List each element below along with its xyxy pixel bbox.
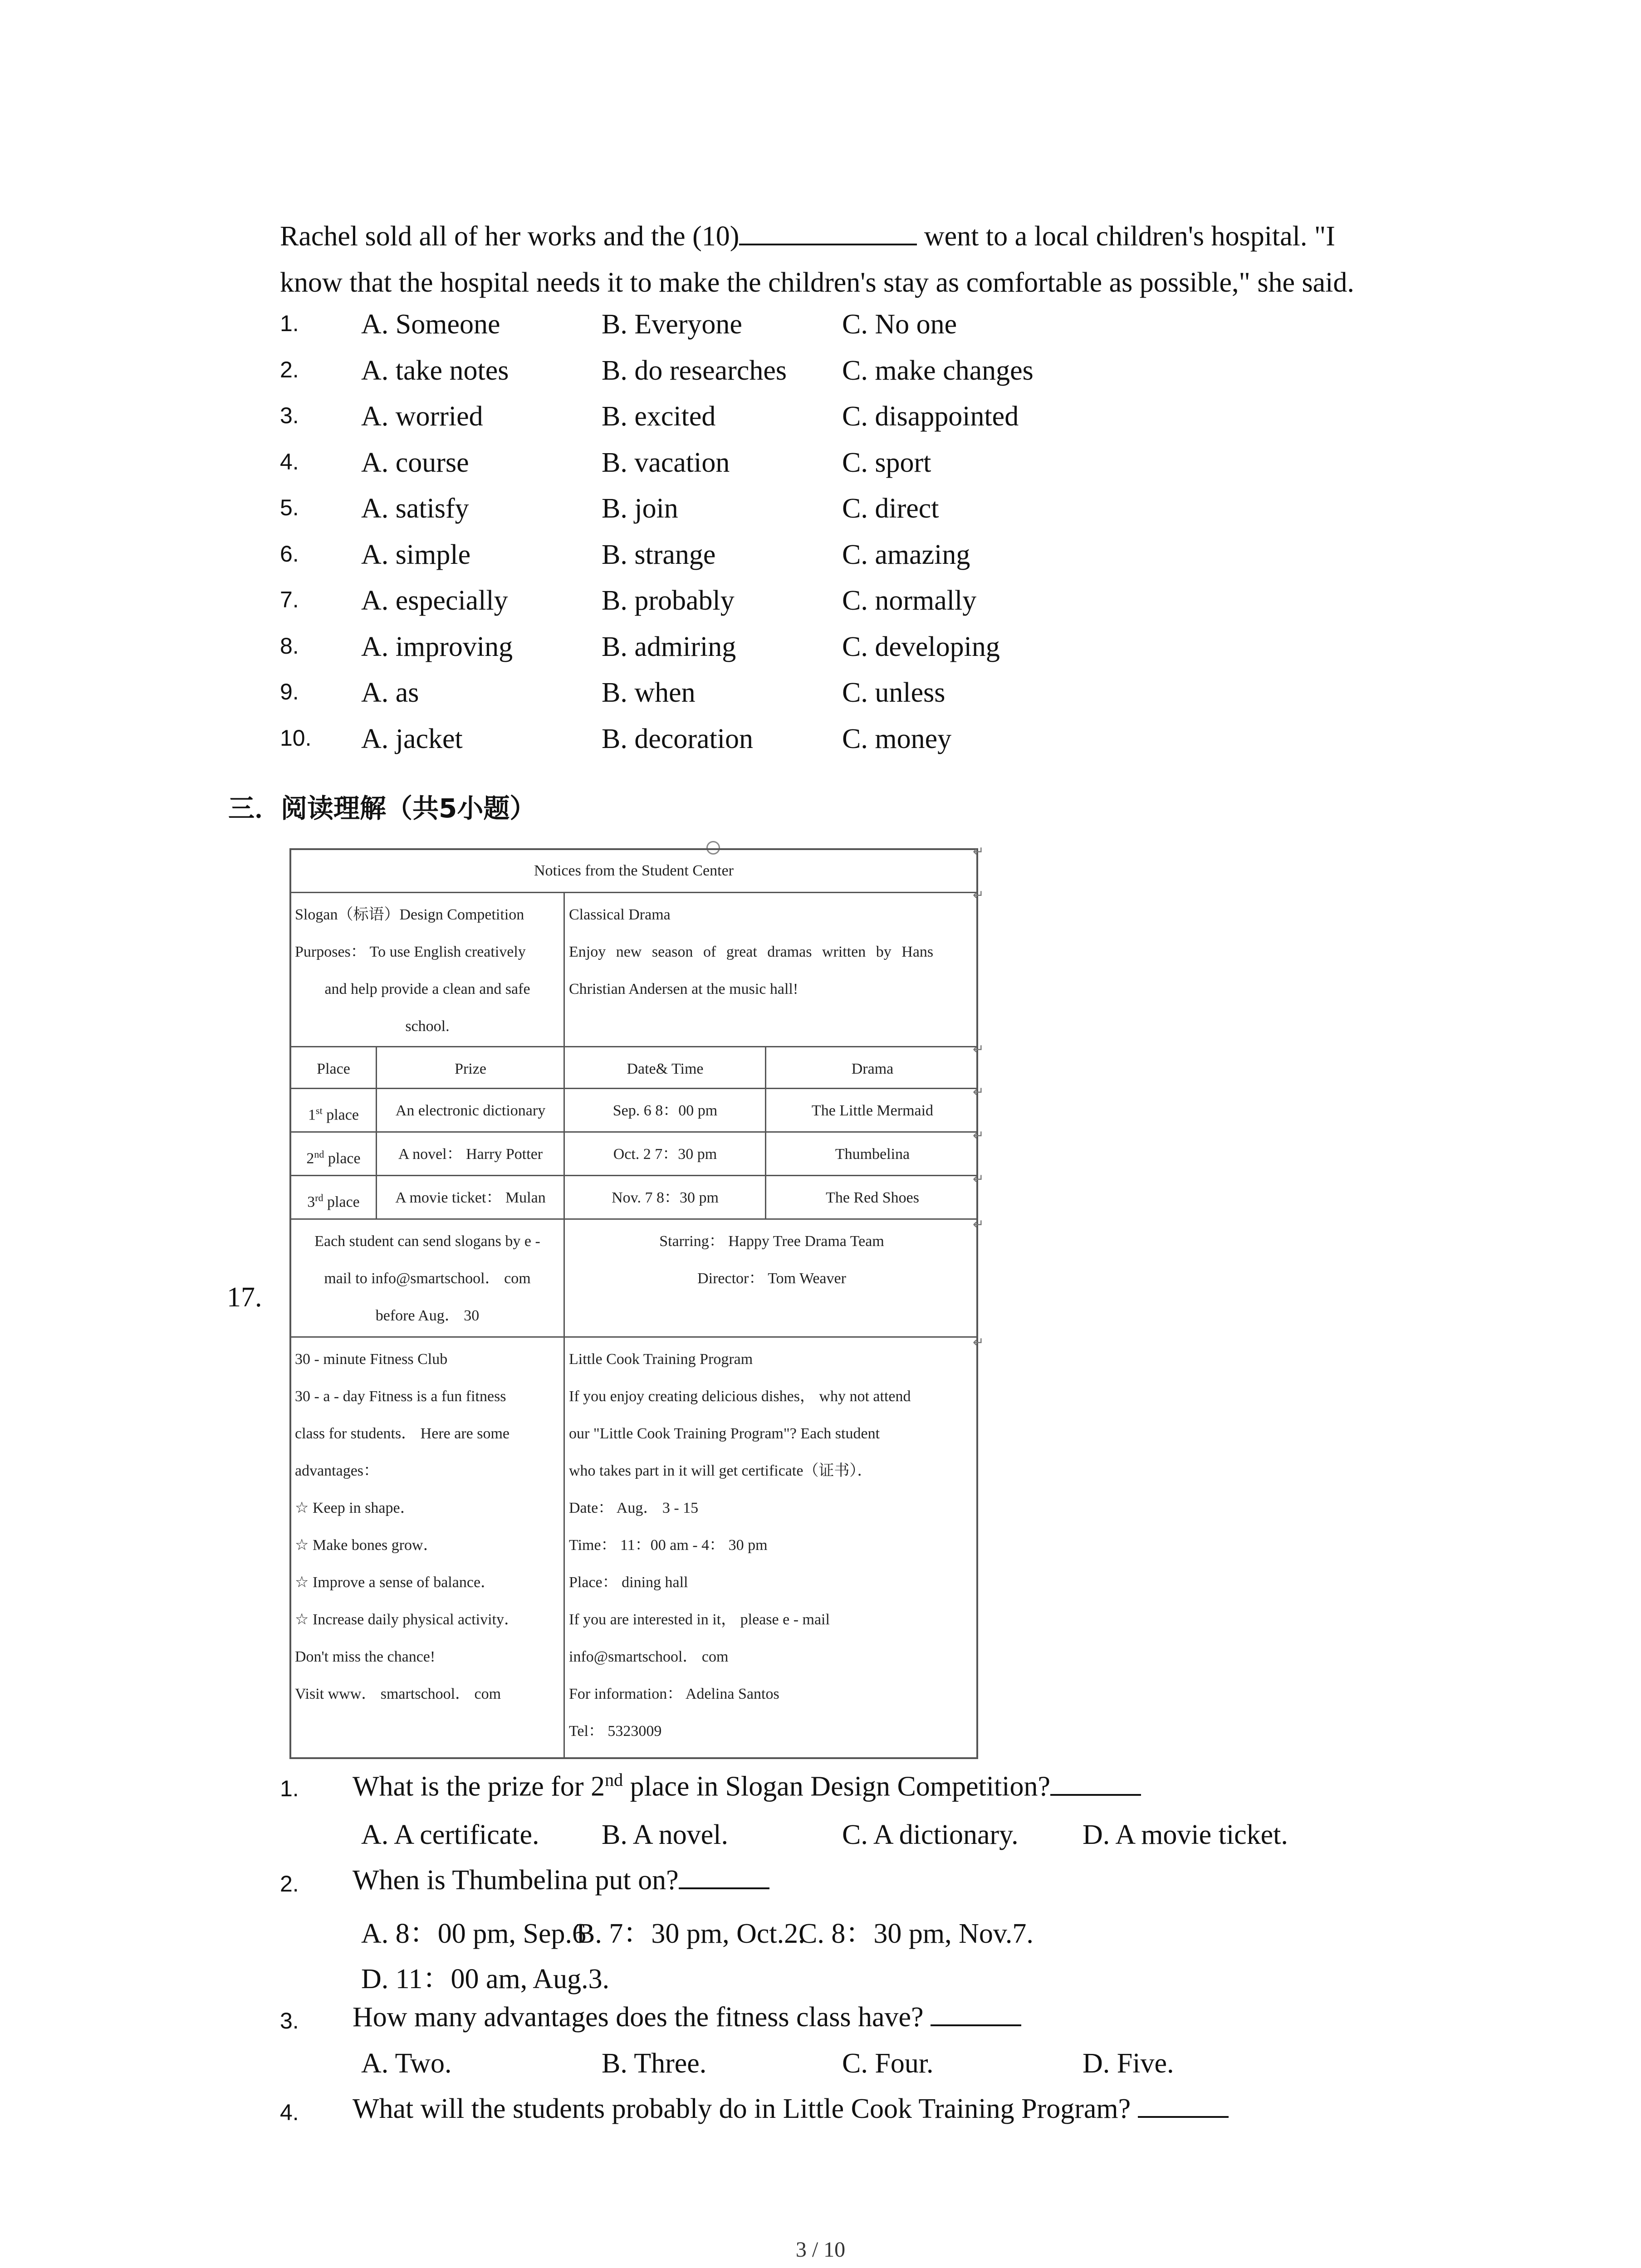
option-b[interactable]: B. probably	[602, 585, 735, 616]
option-a[interactable]: A. 8：00 pm, Sep.6	[361, 1918, 587, 1949]
option-c[interactable]: C. sport	[842, 447, 931, 478]
question-2-options-line2	[0, 1956, 1641, 2002]
drama-cell: The Red Shoes	[826, 1189, 919, 1206]
fitness-club-cell	[291, 1338, 563, 1759]
option-a[interactable]: A. worried	[361, 401, 483, 432]
slogan-title: Slogan（标语）Design Competition	[295, 906, 524, 923]
notice-table-image	[289, 848, 978, 1759]
cook-line: For information： Adelina Santos	[569, 1686, 779, 1702]
option-b[interactable]: B. strange	[602, 539, 716, 570]
option-a[interactable]: A. especially	[361, 585, 508, 616]
option-c[interactable]: C. A dictionary.	[842, 1819, 1019, 1850]
cook-line: our "Little Cook Training Program"? Each student	[569, 1425, 880, 1442]
question-number: 1.	[280, 1776, 299, 1801]
option-b[interactable]: B. vacation	[602, 447, 730, 478]
passage-text: went to a local children's hospital. "I	[917, 221, 1335, 252]
page-number: 3 / 10	[795, 2238, 846, 2262]
question-number: 6.	[280, 541, 299, 567]
datetime-cell: Oct. 2 7：30 pm	[613, 1146, 717, 1163]
option-a[interactable]: A. jacket	[361, 723, 463, 754]
option-b[interactable]: B. Everyone	[602, 309, 742, 340]
fitness-line: ☆ Increase daily physical activity．	[295, 1611, 519, 1628]
place-cell: 1st place	[308, 1105, 359, 1124]
cloze-option-row	[0, 677, 1641, 723]
question-number: 1.	[280, 311, 299, 336]
slogan-purpose: Purposes： To use English creatively	[295, 943, 526, 960]
cloze-option-row	[0, 539, 1641, 585]
option-b[interactable]: B. admiring	[602, 631, 736, 662]
question-number: 7.	[280, 587, 299, 612]
question-text: What will the students probably do in Little Cook Training Program?	[353, 2093, 1229, 2125]
fitness-line: 30 - a - day Fitness is a fun fitness	[295, 1388, 506, 1405]
fitness-line: ☆ Improve a sense of balance．	[295, 1574, 496, 1591]
header-place: Place	[317, 1061, 350, 1077]
cook-line: Tel： 5323009	[569, 1723, 662, 1740]
cook-line: If you are interested in it， please e - mail	[569, 1611, 830, 1628]
question-number: 5.	[280, 495, 299, 520]
datetime-cell: Nov. 7 8：30 pm	[612, 1189, 719, 1206]
question-text: How many advantages does the fitness class have?	[353, 2001, 1021, 2033]
datetime-cell: Sep. 6 8：00 pm	[612, 1102, 718, 1119]
passage-line-2: know that the hospital needs it to make the children's stay as comfortable as possible," she said.	[280, 267, 1354, 298]
fitness-line: ☆ Keep in shape．	[295, 1500, 416, 1516]
option-c[interactable]: C. disappointed	[842, 401, 1019, 432]
question-2-options	[0, 1911, 1641, 1957]
slogan-purpose: school.	[405, 1018, 450, 1035]
slogan-competition-cell	[291, 894, 563, 1046]
fitness-line: Visit www． smartschool． com	[295, 1686, 501, 1702]
cook-line: Time： 11：00 am - 4： 30 pm	[569, 1537, 768, 1554]
option-d[interactable]: D. 11：00 am, Aug.3.	[361, 1964, 610, 1994]
question-number: 8.	[280, 633, 299, 659]
fitness-line: 30 - minute Fitness Club	[295, 1351, 448, 1368]
fitness-line: class for students． Here are some	[295, 1425, 510, 1442]
drama-desc: Christian Andersen at the music hall!	[569, 981, 798, 997]
option-b[interactable]: B. join	[602, 493, 678, 524]
cook-line: who takes part in it will get certificate（证书）．	[569, 1462, 873, 1479]
option-c[interactable]: C. normally	[842, 585, 977, 616]
question-number: 4.	[280, 449, 299, 474]
question-number: 3.	[280, 2008, 299, 2033]
slogan-send: Each student can send slogans by e -	[314, 1233, 540, 1250]
question-number: 10.	[280, 725, 312, 751]
option-c[interactable]: C. No one	[842, 309, 957, 340]
option-b[interactable]: B. when	[602, 677, 696, 708]
section-title: 三．阅读理解（共5小题）	[228, 793, 536, 824]
option-c[interactable]: C. money	[842, 723, 952, 754]
cloze-option-row	[0, 493, 1641, 539]
option-c[interactable]: C. Four.	[842, 2048, 934, 2079]
place-cell: 3rd place	[307, 1192, 360, 1211]
question-number: 17.	[227, 1282, 262, 1313]
prize-cell: An electronic dictionary	[395, 1102, 546, 1119]
question-number: 3.	[280, 403, 299, 428]
option-b[interactable]: B. 7：30 pm, Oct.2.	[576, 1918, 805, 1949]
question-number: 2.	[280, 357, 299, 382]
option-c[interactable]: C. amazing	[842, 539, 970, 570]
option-b[interactable]: B. decoration	[602, 723, 754, 754]
cloze-option-row	[0, 308, 1641, 355]
prize-cell: A movie ticket： Mulan	[395, 1189, 546, 1206]
slogan-purpose: and help provide a clean and safe	[324, 981, 530, 997]
fitness-line: ☆ Make bones grow．	[295, 1537, 439, 1554]
answer-blank-10	[739, 218, 917, 245]
drama-staff-cell	[565, 1220, 978, 1336]
option-c[interactable]: C. 8：30 pm, Nov.7.	[798, 1918, 1034, 1949]
question-text: When is Thumbelina put on?	[353, 1864, 769, 1897]
option-b[interactable]: B. do researches	[602, 355, 787, 386]
place-cell: 2nd place	[306, 1149, 361, 1167]
director: Director： Tom Weaver	[697, 1270, 846, 1287]
question-number: 4.	[280, 2100, 299, 2125]
question-number: 2.	[280, 1871, 299, 1897]
drama-title: Classical Drama	[569, 906, 671, 923]
cloze-option-row	[0, 585, 1641, 631]
question-1-options	[0, 1819, 1641, 1865]
cook-line: info@smartschool． com	[569, 1648, 729, 1665]
option-d[interactable]: D. Five.	[1083, 2048, 1174, 2079]
option-a[interactable]: A. improving	[361, 631, 513, 662]
cook-line: Little Cook Training Program	[569, 1351, 753, 1368]
slogan-send: mail to info@smartschool． com	[324, 1270, 531, 1287]
header-prize: Prize	[455, 1061, 486, 1077]
option-d[interactable]: D. A movie ticket.	[1083, 1819, 1288, 1850]
option-a[interactable]: A. simple	[361, 539, 471, 570]
header-drama: Drama	[851, 1061, 894, 1077]
option-a[interactable]: A. take notes	[361, 355, 509, 386]
starring: Starring： Happy Tree Drama Team	[659, 1233, 884, 1250]
cloze-option-row	[0, 723, 1641, 769]
drama-cell: Thumbelina	[835, 1146, 910, 1163]
passage-line-1	[280, 213, 1478, 259]
cook-line: Date： Aug． 3 - 15	[569, 1500, 699, 1516]
option-a[interactable]: A. Two.	[361, 2048, 452, 2079]
option-a[interactable]: A. Someone	[361, 309, 500, 340]
drama-cell: The Little Mermaid	[811, 1102, 934, 1119]
option-c[interactable]: C. developing	[842, 631, 1000, 662]
drama-desc: Enjoy new season of great dramas written by Hans	[569, 943, 934, 960]
question-3-options	[0, 2048, 1641, 2094]
question-text: What is the prize for 2nd place in Slogan Design Competition?	[353, 1769, 1141, 1803]
cloze-option-row	[0, 355, 1641, 401]
option-c[interactable]: C. direct	[842, 493, 939, 524]
fitness-line: Don't miss the chance!	[295, 1648, 436, 1665]
slogan-send-cell	[291, 1220, 563, 1336]
option-a[interactable]: A. as	[361, 677, 419, 708]
option-b[interactable]: B. A novel.	[602, 1819, 729, 1850]
option-c[interactable]: C. unless	[842, 677, 945, 708]
cook-line: If you enjoy creating delicious dishes， why not attend	[569, 1388, 911, 1405]
option-b[interactable]: B. Three.	[602, 2048, 707, 2079]
option-a[interactable]: A. satisfy	[361, 493, 469, 524]
cloze-option-row	[0, 447, 1641, 493]
little-cook-cell	[565, 1338, 978, 1759]
fitness-line: advantages：	[295, 1462, 379, 1479]
question-number: 9.	[280, 679, 299, 704]
header-datetime: Date& Time	[627, 1061, 704, 1077]
cloze-option-row	[0, 401, 1641, 447]
option-c[interactable]: C. make changes	[842, 355, 1034, 386]
slogan-send: before Aug． 30	[375, 1307, 480, 1324]
notice-title: Notices from the Student Center	[534, 862, 734, 879]
passage-text: Rachel sold all of her works and the (10)	[280, 221, 740, 252]
option-a[interactable]: A. A certificate.	[361, 1819, 539, 1850]
option-b[interactable]: B. excited	[602, 401, 716, 432]
cook-line: Place： dining hall	[569, 1574, 688, 1591]
cloze-option-row	[0, 631, 1641, 677]
classical-drama-cell	[565, 894, 978, 1046]
prize-cell: A novel： Harry Potter	[398, 1146, 543, 1163]
option-a[interactable]: A. course	[361, 447, 469, 478]
